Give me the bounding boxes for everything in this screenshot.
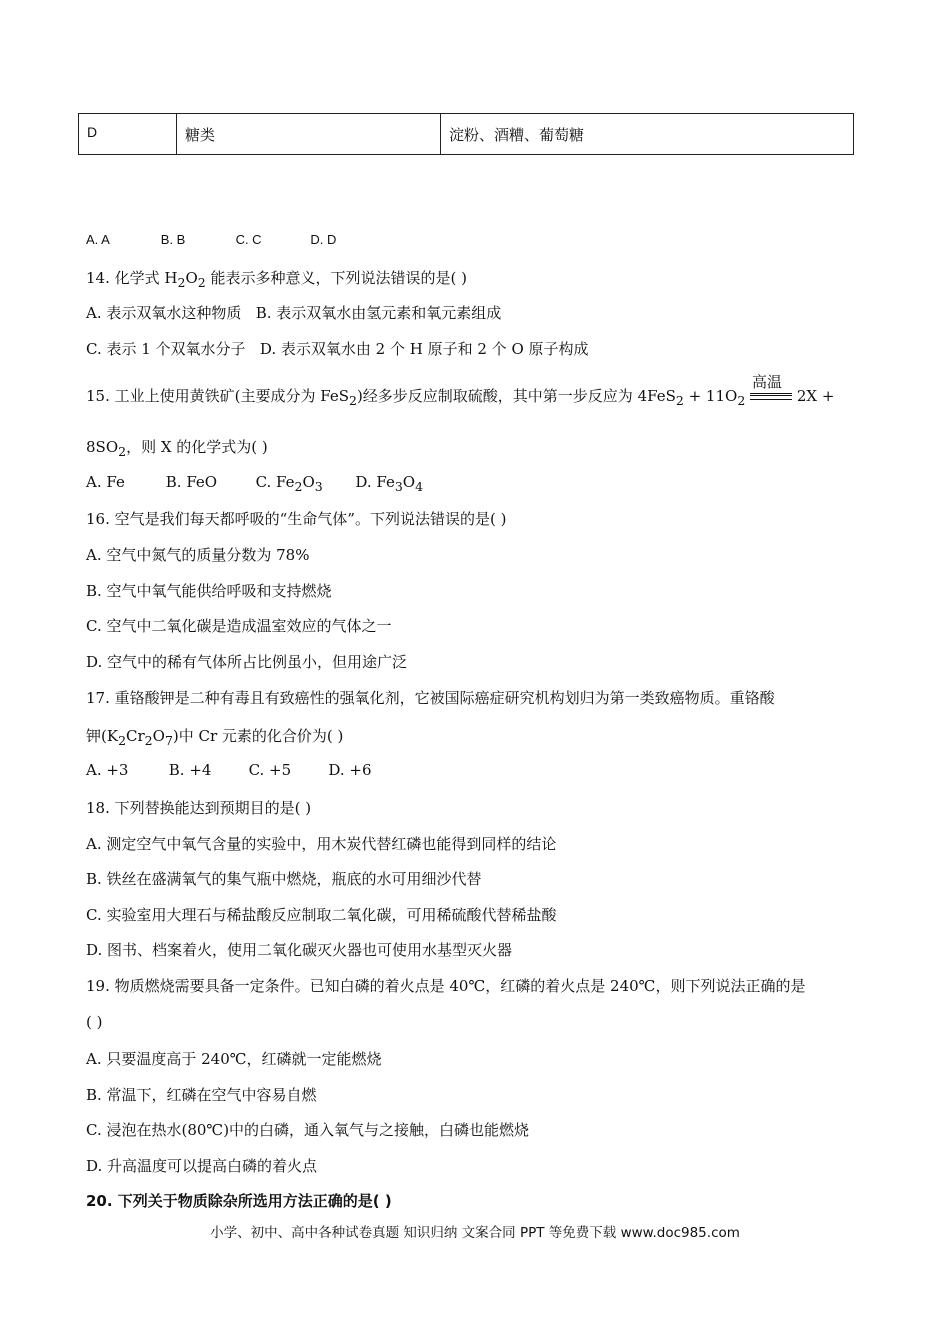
q14-option-a: A. 表示双氧水这种物质	[86, 304, 242, 322]
q17-stem-line2: 钾$(K_2Cr_2O_7)$中 Cr 元素的化合价为( )	[86, 727, 344, 748]
q19-stem: 19. 物质燃烧需要具备一定条件。已知白磷的着火点是 40℃，红磷的着火点是 240℃，则下列说法正确的是	[86, 977, 806, 995]
q18-option-d: D. 图书、档案着火，使用二氧化碳灭火器也可使用水基型灭火器	[86, 941, 513, 959]
q16-option-a: A. 空气中氮气的质量分数为 78%	[86, 546, 310, 564]
q15-stem: 15. 工业上使用黄铁矿(主要成分为 FeS$_2$)经多步反应制取硫酸，其中第一步反应为 $4FeS_2 + 11O_2$ 高温 2X +	[86, 373, 835, 408]
q14-options-row2	[86, 338, 589, 359]
q19-stem-line2: ( )	[86, 1013, 103, 1031]
q18-stem: 18. 下列替换能达到预期目的是( )	[86, 799, 312, 817]
q13-option-b: B. B	[160, 232, 186, 247]
table-cell-category: 糖类	[177, 114, 441, 154]
q14-stem: 14. 化学式 $H_2O_2$ 能表示多种意义，下列说法错误的是( )	[86, 269, 467, 290]
table-cell-examples: 淀粉、酒糟、葡萄糖	[449, 126, 585, 144]
q17-option-d: D. +6	[328, 761, 372, 779]
q16-stem: 16. 空气是我们每天都呼吸的“生命气体”。下列说法错误的是( )	[86, 510, 507, 528]
q15-option-d: D. $Fe_3O_4$	[355, 473, 424, 494]
q19-option-a: A. 只要温度高于 240℃，红磷就一定能燃烧	[86, 1050, 382, 1068]
q13-options	[86, 230, 380, 248]
q14-option-d: D. 表示双氧水由 2 个 H 原子和 2 个 O 原子构成	[259, 340, 589, 358]
equal-bars-icon	[750, 393, 792, 400]
q14-option-b: B. 表示双氧水由氢元素和氧元素组成	[255, 304, 502, 322]
q15-option-b: B. FeO	[165, 473, 218, 491]
answer-table-row	[78, 113, 854, 155]
q16-option-d: D. 空气中的稀有气体所占比例虽小，但用途广泛	[86, 653, 408, 671]
q18-option-a: A. 测定空气中氧气含量的实验中，用木炭代替红磷也能得到同样的结论	[86, 835, 557, 853]
q14-option-c: C. 表示 1 个双氧水分子	[86, 340, 246, 358]
page-footer: 小学、初中、高中各种试卷真题 知识归纳 文案合同 PPT 等免费下载 www.doc985.com	[210, 1225, 740, 1241]
q14-options-row1	[86, 302, 501, 323]
q20-stem: 20. 下列关于物质除杂所选用方法正确的是( )	[86, 1192, 392, 1210]
q15-option-c: C. $Fe_2O_3$	[255, 473, 323, 494]
q16-option-b: B. 空气中氧气能供给呼吸和支持燃烧	[86, 582, 332, 600]
q17-option-b: B. +4	[168, 761, 212, 779]
q13-option-c: C. C	[235, 232, 262, 247]
reaction-condition-arrow	[750, 373, 792, 407]
table-cell-letter: D	[79, 114, 177, 154]
q19-option-c: C. 浸泡在热水(80℃)中的白磷，通入氧气与之接触，白磷也能燃烧	[86, 1121, 530, 1139]
q13-option-d: D. D	[310, 232, 337, 247]
q13-option-a: A. A	[86, 232, 110, 247]
q19-option-d: D. 升高温度可以提高白磷的着火点	[86, 1157, 318, 1175]
q15-options	[86, 473, 450, 494]
q15-stem-line2: $8SO_2$，则 X 的化学式为( )	[86, 438, 268, 459]
q19-option-b: B. 常温下，红磷在空气中容易自燃	[86, 1086, 317, 1104]
q17-stem: 17. 重铬酸钾是二种有毒且有致癌性的强氧化剂，它被国际癌症研究机构划归为第一类致癌物质。重铬酸	[86, 689, 775, 707]
q17-option-a: A. +3	[86, 761, 129, 779]
q18-option-c: C. 实验室用大理石与稀盐酸反应制取二氧化碳，可用稀硫酸代替稀盐酸	[86, 906, 557, 924]
q18-option-b: B. 铁丝在盛满氧气的集气瓶中燃烧，瓶底的水可用细沙代替	[86, 870, 482, 888]
q17-options	[86, 761, 403, 779]
reaction-condition-label: 高温	[752, 373, 783, 391]
q16-option-c: C. 空气中二氧化碳是造成温室效应的气体之一	[86, 617, 392, 635]
q15-option-a: A. Fe	[86, 473, 125, 491]
q17-option-c: C. +5	[248, 761, 292, 779]
